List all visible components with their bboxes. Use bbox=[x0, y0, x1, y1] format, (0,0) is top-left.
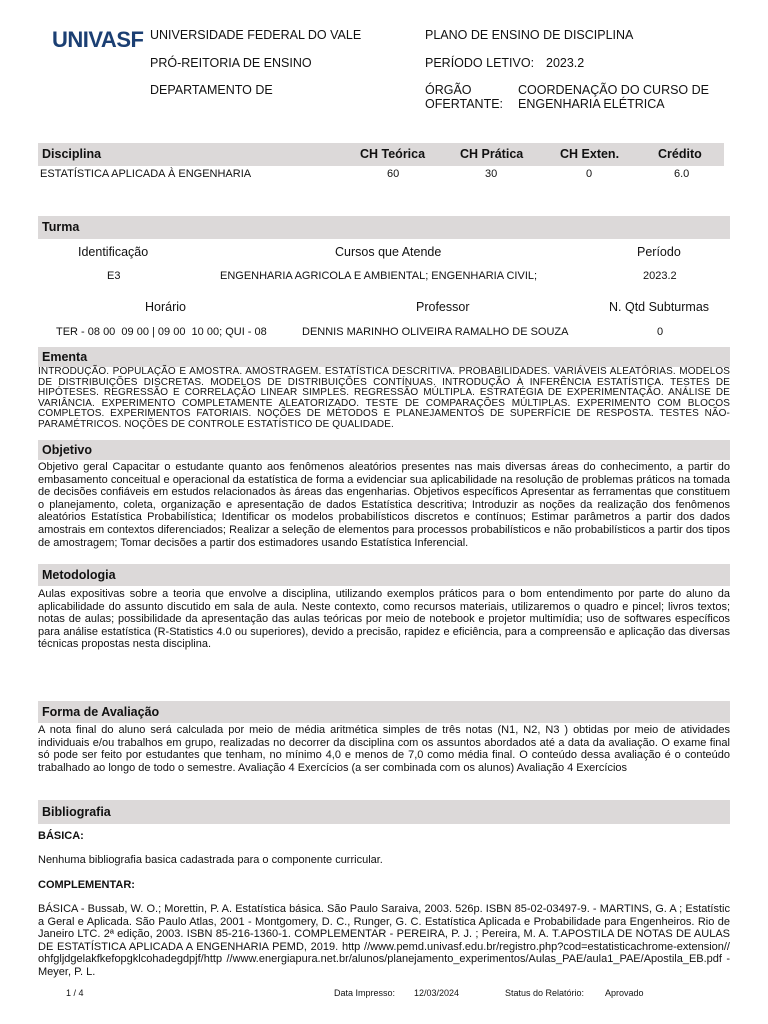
turma-header-bar bbox=[38, 216, 730, 239]
professor-value: DENNIS MARINHO OLIVEIRA RAMALHO DE SOUZA bbox=[302, 326, 569, 338]
avaliacao-text: A nota final do aluno será calculada por meio de média aritmética simples de três notas (N1, N2, N3 ) obtidas por meio de atividades individuais e/ou trabalhos em grupo, realizadas no decorrer da disciplina com os assuntos abordados até a data da avaliação. O exame final só pode ser feito por estudantes que tenham, no mínimo 4,0 e menos de 7,0 como média final. O conteúdo dessa avaliação é o conteúdo trabalhado ao longo de todo o semestre. Avaliação 4 Exercícios (a ser combinada com os alunos) Avaliação 4 Exercícios bbox=[38, 724, 730, 774]
departamento-label: DEPARTAMENTO DE bbox=[150, 83, 273, 97]
basica-text: Nenhuma bibliografia basica cadastrada para o componente curricular. bbox=[38, 854, 383, 866]
university-name: UNIVERSIDADE FEDERAL DO VALE bbox=[150, 28, 362, 42]
basica-label: BÁSICA: bbox=[38, 830, 84, 842]
turma-title: Turma bbox=[42, 220, 80, 234]
periodo-label: Período bbox=[637, 245, 681, 259]
col-ch-teorica: CH Teórica bbox=[360, 147, 426, 161]
ementa-title: Ementa bbox=[42, 350, 88, 364]
objetivo-title: Objetivo bbox=[42, 443, 93, 457]
disciplina-name: ESTATÍSTICA APLICADA À ENGENHARIA bbox=[40, 168, 252, 180]
col-ch-exten: CH Exten. bbox=[560, 147, 620, 161]
metodologia-header-bar bbox=[38, 564, 730, 586]
ch-exten-value: 0 bbox=[586, 168, 593, 180]
periodo-letivo-label: PERÍODO LETIVO: bbox=[425, 56, 535, 70]
metodologia-text: Aulas expositivas sobre a teoria que envolve a disciplina, utilizando exemplos práticos para o bom entendimento por parte do aluno da aplicabilidade do assunto discutido em sala de aula. Neste contexto, como recursos materiais, utilizaremos o quadro e pincel; livros textos; notas de aulas; possibilidade da apresentação das aulas teóricas por meio de notebook e projetor multimídia; uso de softwares específicos para análise estatística (R-Statistics 4.0 ou superiores), devido a precisão, rapidez e eficiência, para a compreensão e aplicação das diversas técnicas propostas nesta disciplina. bbox=[38, 588, 730, 651]
horario-label: Horário bbox=[145, 300, 186, 314]
horario-value: TER - 08 00 09 00 | 09 00 10 00; QUI - 08 bbox=[56, 326, 267, 338]
logo-text: UNIVASF bbox=[52, 27, 144, 52]
periodo-letivo-value: 2023.2 bbox=[546, 56, 585, 70]
data-impresso-value: 12/03/2024 bbox=[414, 988, 460, 998]
univasf-logo bbox=[52, 26, 148, 52]
subturmas-value: 0 bbox=[657, 326, 664, 338]
col-disciplina: Disciplina bbox=[42, 147, 102, 161]
cursos-label: Cursos que Atende bbox=[335, 245, 442, 259]
complementar-text: BÁSICA - Bussab, W. O.; Morettin, P. A. Estatística básica. São Paulo Saraiva, 2003. 526p. ISBN 85-02-03497-9. - MARTINS, G. A ; Estatística Geral e Aplicada. São Paulo Atlas, 2001 - Montgomery, D. C., Runger, G. C. Estatística Aplicada e Probabilidade para Engenheiros. Rio de Janeiro LTC. 2ª edição, 2003. ISBN 85-216-1360-1. COMPLEMENTAR - PEREIRA, P. J. ; Pereira, M. A. T.APOSTILA DE NOTAS DE AULAS DE ESTATÍSTICA APLICADA A ENGENHARIA PEMD, 2019. http //www.pemd.univasf.edu.br/registro.php?cod=estatisticachrome-extension//ohfgljdgelakfkefopgklcohadegdpjf/http //www.energiapura.net.br/alunos/planejamento_experimentos/Aulas_PAE/aula1_PAE/Apostila_EB.pdf - Meyer, P. L. bbox=[38, 903, 730, 978]
page-number: 1 / 4 bbox=[66, 988, 84, 998]
ch-pratica-value: 30 bbox=[485, 168, 498, 180]
status-value: Aprovado bbox=[605, 988, 644, 998]
disciplina-header-bar bbox=[38, 143, 724, 166]
orgao-label-line2: OFERTANTE: bbox=[425, 97, 504, 111]
col-ch-pratica: CH Prática bbox=[460, 147, 524, 161]
avaliacao-title: Forma de Avaliação bbox=[42, 705, 160, 719]
identificacao-label: Identificação bbox=[78, 245, 149, 259]
orgao-value-line2: ENGENHARIA ELÉTRICA bbox=[518, 97, 665, 111]
professor-label: Professor bbox=[416, 300, 470, 314]
document-title: PLANO DE ENSINO DE DISCIPLINA bbox=[425, 28, 634, 42]
ementa-text: INTRODUÇÃO. POPULAÇÃO E AMOSTRA. AMOSTRAGEM. ESTATÍSTICA DESCRITIVA. PROBABILIDADES. VARIÁVEIS ALEATÓRIAS. MODELOS DE DISTRIBUIÇÕES DISCRETAS. MODELOS DE DISTRIBUIÇÕES CONTÍNUAS. INTRODUÇÃO À INFERÊNCIA ESTATÍSTICA. TESTES DE HIPÓTESES. REGRESSÃO E CORRELAÇÃO LINEAR SIMPLES. REGRESSÃO MÚLTIPLA. ESTRATÉGIA DE EXPERIMENTAÇÃO. ANÁLISE DE VARIÂNCIA. EXPERIMENTO COMPLETAMENTE ALEATORIZADO. TESTE DE COMPARAÇÕES MÚLTIPLAS. EXPERIMENTO COM BLOCOS COMPLETOS. EXPERIMENTOS FATORIAIS. NOÇÕES DE MÉTODOS E PLANEJAMENTOS DE SUPERFÍCIE DE RESPOSTA. TESTES NÃO-PARAMÉTRICOS. NOÇÕES DE CONTROLE ESTATÍSTICO DE QUALIDADE. bbox=[38, 366, 730, 430]
orgao-label-line1: ÓRGÃO bbox=[425, 83, 472, 97]
col-credito: Crédito bbox=[658, 147, 702, 161]
pro-reitoria: PRÓ-REITORIA DE ENSINO bbox=[150, 56, 312, 70]
metodologia-title: Metodologia bbox=[42, 568, 116, 582]
periodo-value: 2023.2 bbox=[643, 270, 677, 282]
objetivo-header-bar bbox=[38, 440, 730, 460]
objetivo-text: Objetivo geral Capacitar o estudante quanto aos fenômenos aleatórios presentes nas mais diversas áreas do conhecimento, a partir do embasamento conceitual e operacional da estatística de forma a evidenciar sua aplicabilidade na resolução de problemas práticos na tomada de decisões confiáveis em estudos relacionados às áreas das engenharias. Objetivos específicos Apresentar as ferramentas que constituem o planejamento, coleta, organização e apresentação de dados Estatística descritiva; Introduzir as noções da realização dos fenômenos aleatórios Estatística Probabilística; Identificar os modelos probabilísticos discretos e contínuos; Estimar parâmetros a partir dos dados amostrais em contextos diferenciados; Realizar a seleção de elementos para processos probabilísticos e não probabilísticos a partir dos tipos de amostragem; Tomar decisões a partir dos estimadores usando Estatística Inferencial. bbox=[38, 461, 730, 549]
bibliografia-title: Bibliografia bbox=[42, 805, 111, 819]
ementa-header-bar bbox=[38, 347, 730, 367]
subturmas-label: N. Qtd Subturmas bbox=[609, 300, 710, 314]
complementar-label: COMPLEMENTAR: bbox=[38, 879, 135, 891]
credito-value: 6.0 bbox=[674, 168, 690, 180]
data-impresso-label: Data Impresso: bbox=[334, 988, 396, 998]
identificacao-value: E3 bbox=[107, 270, 121, 282]
orgao-value-line1: COORDENAÇÃO DO CURSO DE bbox=[518, 83, 709, 97]
ch-teorica-value: 60 bbox=[387, 168, 400, 180]
status-label: Status do Relatório: bbox=[505, 988, 585, 998]
cursos-value: ENGENHARIA AGRICOLA E AMBIENTAL; ENGENHARIA CIVIL; bbox=[220, 270, 538, 282]
bibliografia-header-bar bbox=[38, 800, 730, 824]
avaliacao-header-bar bbox=[38, 701, 730, 723]
